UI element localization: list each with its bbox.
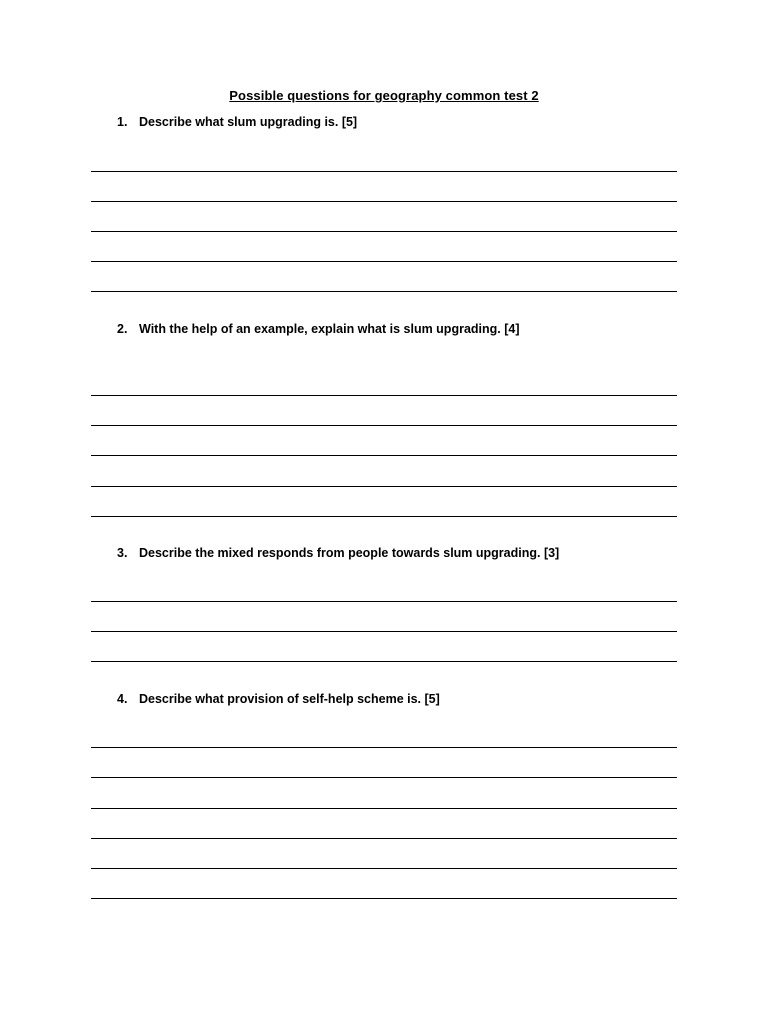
question-4 [117,692,440,706]
question-number: 1. [117,115,128,129]
answer-line[interactable] [91,631,677,632]
answer-line[interactable] [91,455,677,456]
answer-line[interactable] [91,808,677,809]
answer-line[interactable] [91,868,677,869]
answer-line[interactable] [91,486,677,487]
answer-line[interactable] [91,898,677,899]
answer-line[interactable] [91,201,677,202]
question-2 [117,322,520,336]
answer-line[interactable] [91,747,677,748]
question-number: 4. [117,692,128,706]
answer-line[interactable] [91,291,677,292]
question-text: With the help of an example, explain what is slum upgrading. [4] [139,322,520,336]
question-text: Describe what slum upgrading is. [5] [139,115,358,129]
answer-line[interactable] [91,601,677,602]
question-text: Describe the mixed responds from people towards slum upgrading. [3] [139,546,560,560]
answer-line[interactable] [91,838,677,839]
question-number: 2. [117,322,128,336]
page-title: Possible questions for geography common test 2 [229,88,539,103]
question-text: Describe what provision of self-help scheme is. [5] [139,692,440,706]
question-3 [117,546,559,560]
answer-line[interactable] [91,231,677,232]
question-1 [117,115,357,129]
answer-line[interactable] [91,516,677,517]
answer-line[interactable] [91,395,677,396]
answer-line[interactable] [91,777,677,778]
question-number: 3. [117,546,128,560]
answer-line[interactable] [91,425,677,426]
answer-line[interactable] [91,661,677,662]
answer-line[interactable] [91,171,677,172]
answer-line[interactable] [91,261,677,262]
